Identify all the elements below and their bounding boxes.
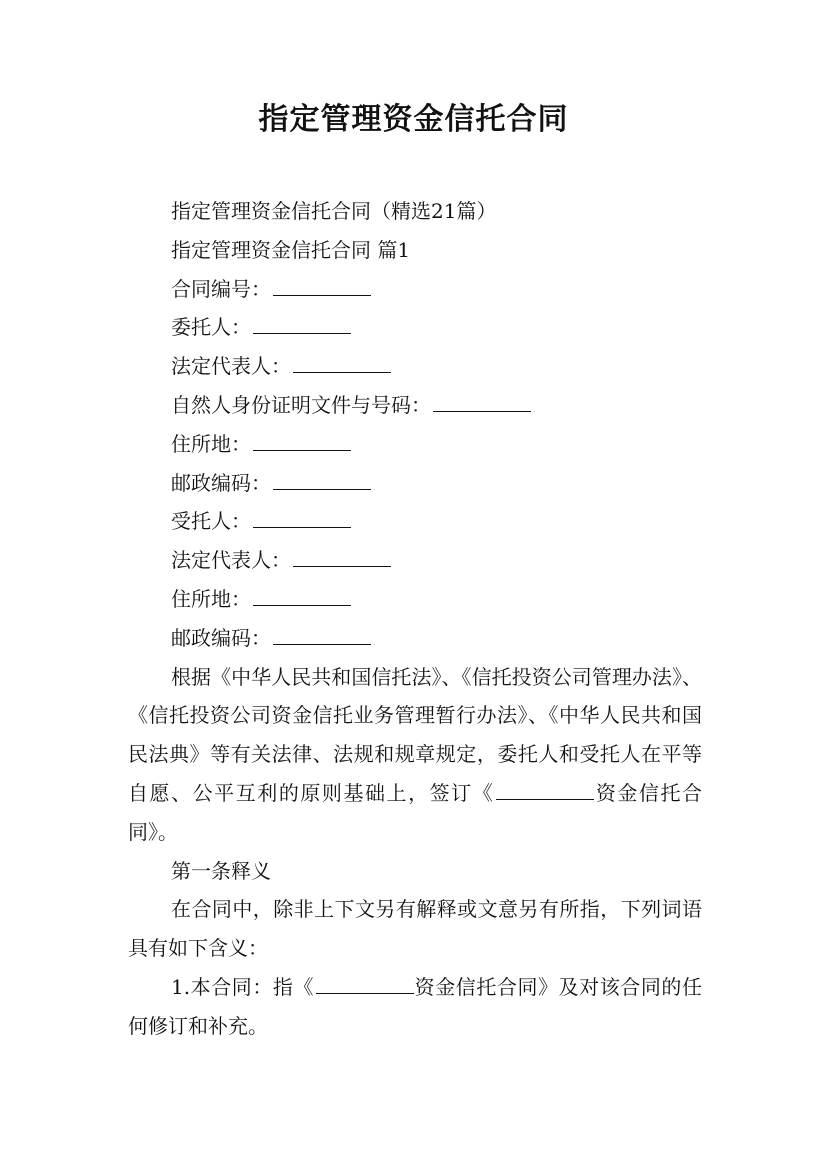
- blank-line: [293, 372, 391, 373]
- field-trustee-address: [128, 580, 702, 619]
- field-label: 受托人：: [171, 509, 251, 534]
- blank-line: [253, 450, 351, 451]
- blank-line: [293, 566, 391, 567]
- field-contract-number: [128, 270, 702, 309]
- field-label: 法定代表人：: [171, 548, 291, 573]
- field-trustee-postcode: [128, 619, 702, 658]
- blank-line: [433, 411, 531, 412]
- document-title: 指定管理资金信托合同: [258, 102, 569, 137]
- blank-line: [253, 605, 351, 606]
- article-1-intro: 在合同中，除非上下文另有解释或文意另有所指，下列词语具有如下含义：: [128, 897, 702, 961]
- blank-line: [273, 644, 371, 645]
- field-trustor-legal-rep: [128, 347, 702, 386]
- document-body: [128, 192, 702, 1046]
- field-label: 住所地：: [171, 586, 251, 611]
- field-label: 邮政编码：: [171, 470, 271, 495]
- field-label: 邮政编码：: [171, 625, 271, 650]
- definition-1: [128, 968, 702, 1046]
- definition-1-prefix: 1.本合同：指《: [171, 974, 315, 999]
- article-1-heading: 第一条释义: [171, 858, 271, 883]
- field-trustor-postcode: [128, 464, 702, 503]
- field-label: 自然人身份证明文件与号码：: [171, 392, 431, 417]
- blank-line: [253, 333, 351, 334]
- preamble-text: 根据《中华人民共和国信托法》、《信托投资公司管理办法》、《信托投资公司资金信托业务管理暂行办法》、《中华人民共和国民法典》等有关法律、法规和规章规定，委托人和受托人在平等自愿、公平互利的原则基础上，签订《: [128, 664, 702, 805]
- field-trustor: [128, 308, 702, 347]
- blank-line: [273, 489, 371, 490]
- blank-line: [253, 527, 351, 528]
- blank-line: [273, 295, 371, 296]
- preamble-paragraph: [128, 658, 702, 852]
- blank-line: [316, 993, 414, 994]
- field-trustor-address: [128, 425, 702, 464]
- field-label: 住所地：: [171, 431, 251, 456]
- blank-line: [496, 799, 594, 800]
- field-trustee-legal-rep: [128, 541, 702, 580]
- field-id-document: [128, 386, 702, 425]
- preamble-tail: 资金信托合同》。: [128, 780, 703, 844]
- section-heading: 指定管理资金信托合同 篇1: [171, 237, 411, 262]
- field-trustee: [128, 502, 702, 541]
- field-label: 合同编号：: [171, 276, 271, 301]
- field-label: 委托人：: [171, 315, 251, 340]
- document-subtitle: 指定管理资金信托合同（精选21篇）: [171, 199, 497, 223]
- definition-1-suffix: 资金信托合同》及对该合同的任何修订和补充。: [128, 974, 702, 1038]
- field-label: 法定代表人：: [171, 354, 291, 379]
